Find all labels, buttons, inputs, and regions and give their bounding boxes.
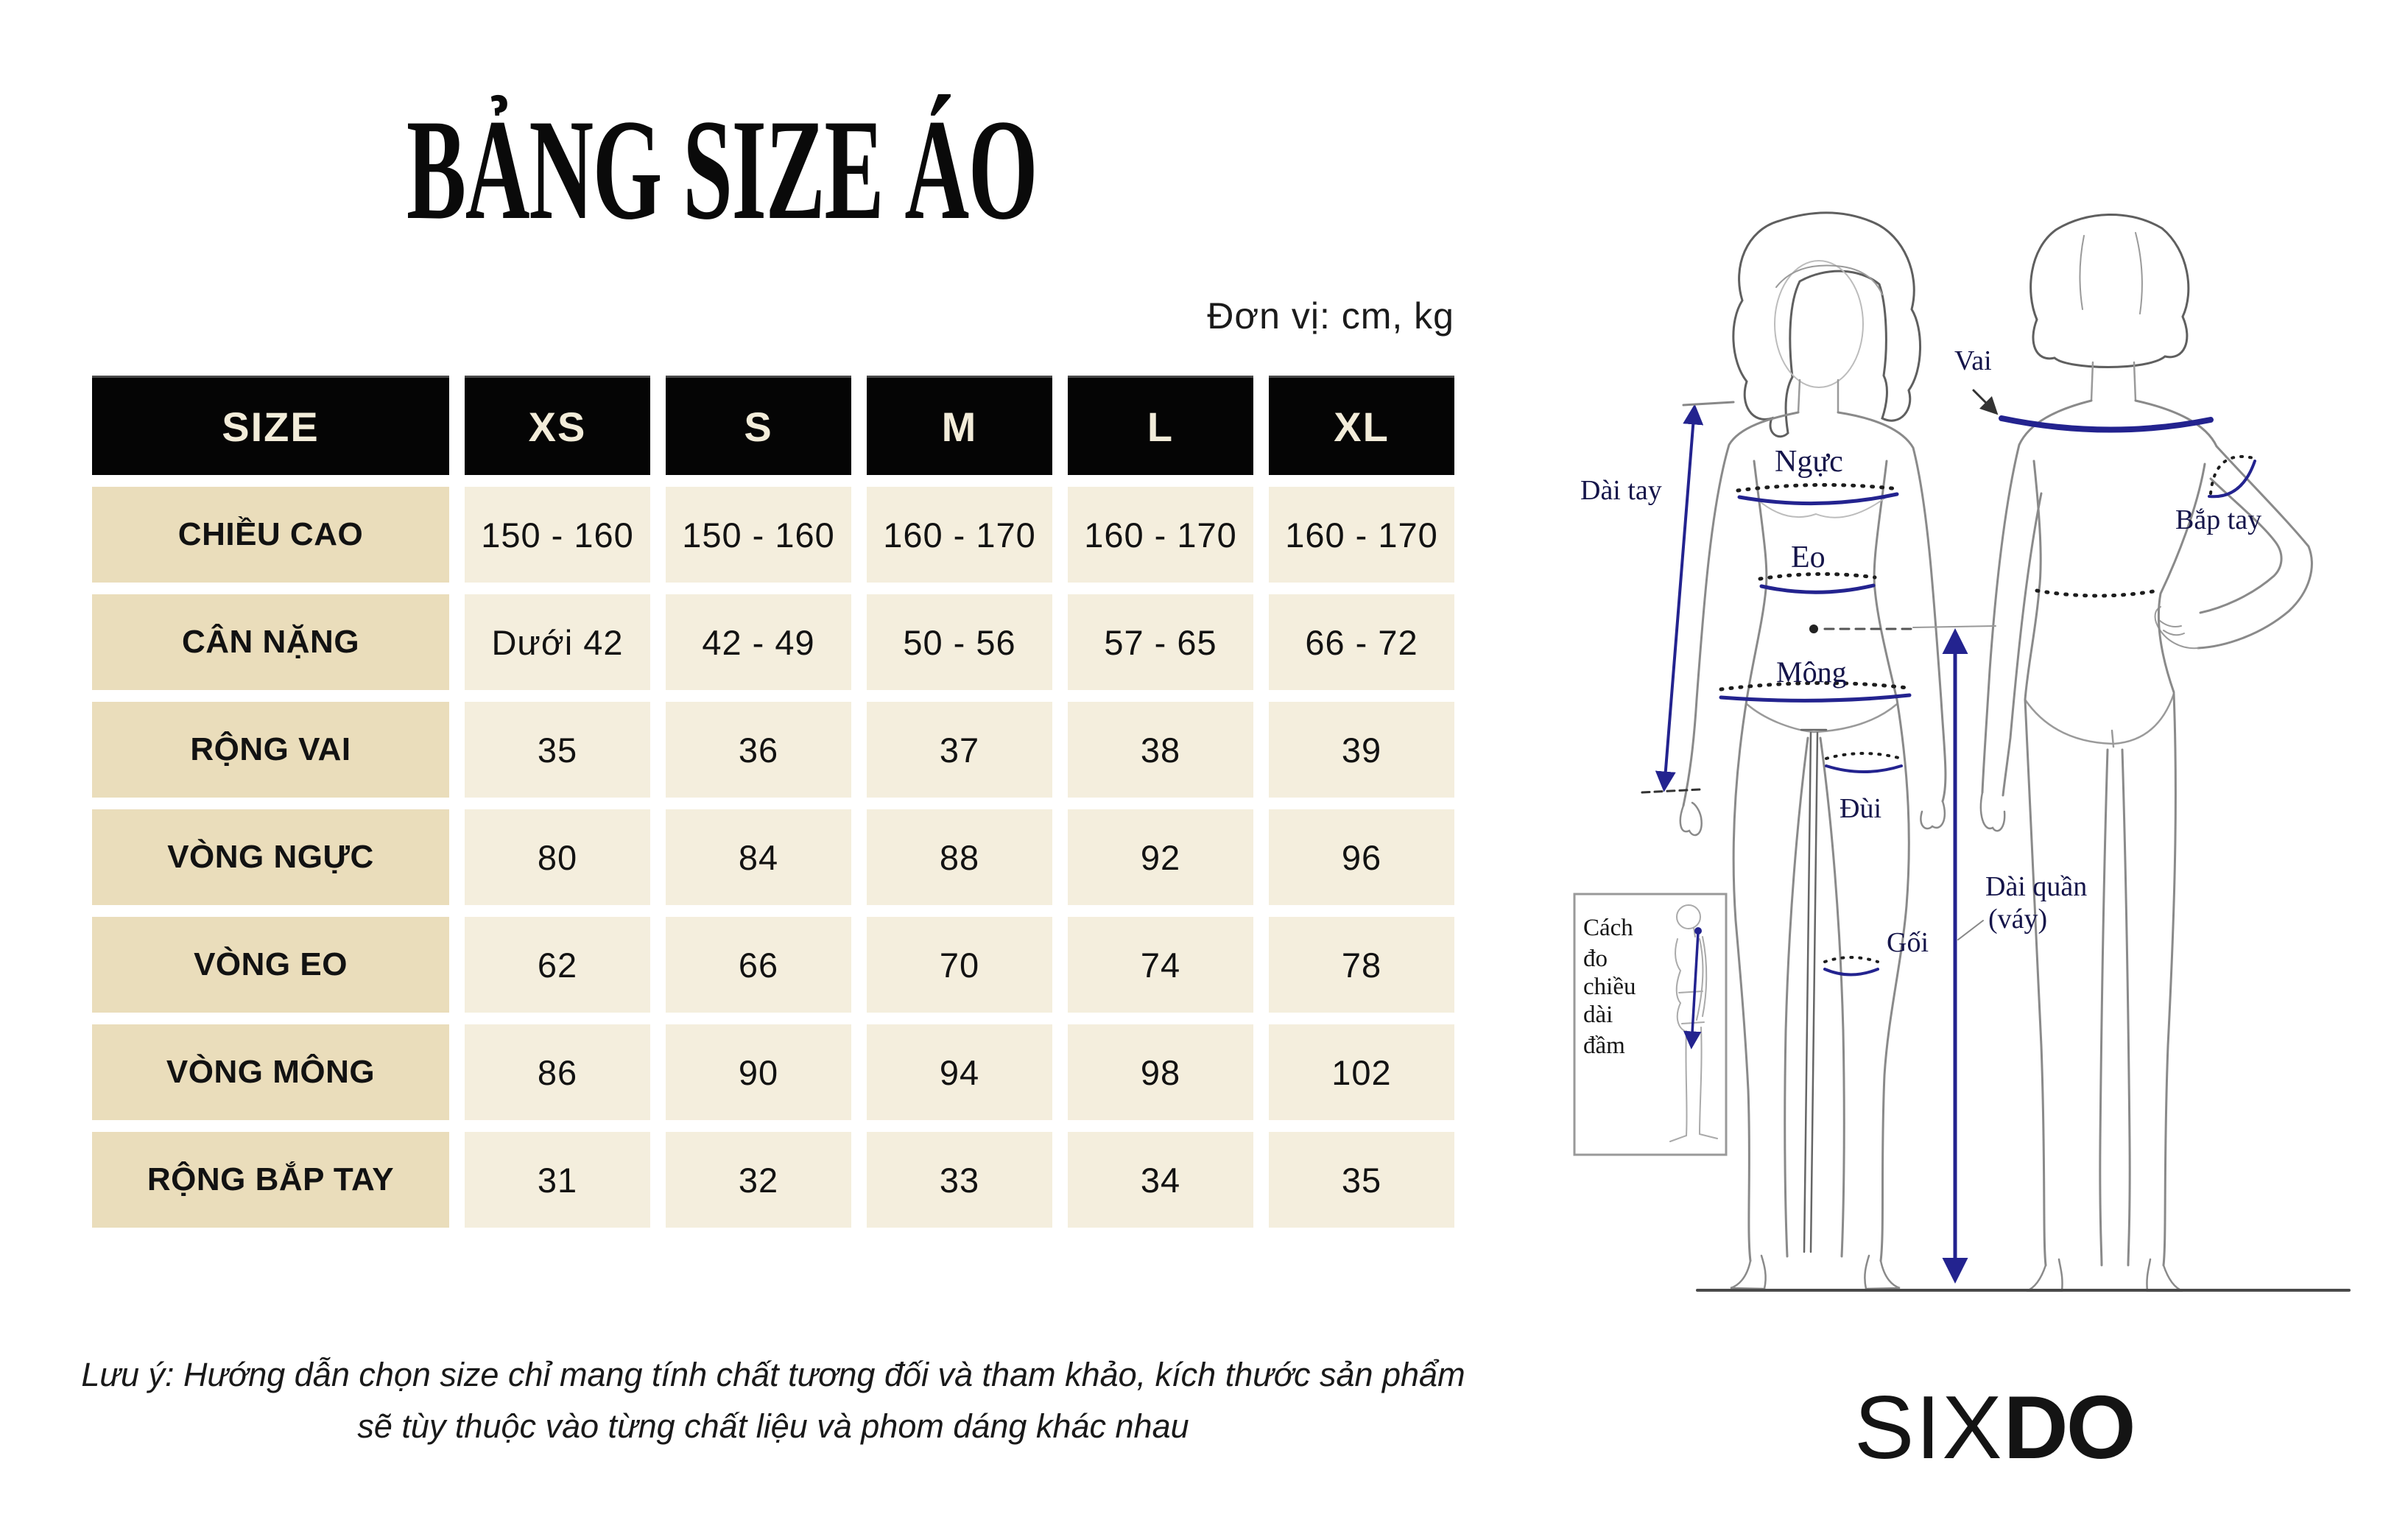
back-waist-dotted-line — [2037, 591, 2158, 596]
upper-arm-label: Bắp tay — [2175, 504, 2262, 535]
row-label-rong-vai: RỘNG VAI — [92, 702, 449, 798]
knee-measure-line — [1825, 969, 1878, 975]
thigh-measure-line — [1826, 766, 1901, 772]
dress-length-inset — [1574, 894, 1726, 1155]
back-left-arm — [1982, 445, 2019, 792]
figure-back — [1981, 214, 2312, 1291]
unit-note: Đơn vị: cm, kg — [1207, 295, 1454, 337]
garment-length-label-2: (váy) — [1988, 904, 2048, 935]
waist-reference-dot — [1809, 624, 1818, 633]
sleeve-bottom-tick — [1642, 789, 1700, 792]
waist-reference-solid — [1913, 626, 1996, 627]
sleeve-length-line — [1664, 408, 1694, 788]
table-cell: 35 — [465, 702, 650, 798]
header-cell-l: L — [1068, 376, 1253, 475]
inset-text-line: chiều — [1583, 974, 1636, 1000]
inset-text-line: Cách — [1583, 915, 1633, 941]
table-cell: Dưới 42 — [465, 594, 650, 690]
vai-arrow — [1974, 390, 1996, 412]
front-briefs — [1747, 704, 1897, 732]
header-cell-size: SIZE — [92, 376, 449, 475]
table-cell: 80 — [465, 809, 650, 905]
inset-text-line: dài — [1583, 1002, 1613, 1028]
table-cell: 39 — [1269, 702, 1454, 798]
table-cell: 70 — [867, 917, 1052, 1013]
table-cell: 57 - 65 — [1068, 594, 1253, 690]
table-cell: 102 — [1269, 1024, 1454, 1120]
back-hip-curves — [2025, 694, 2174, 747]
disclaimer-note — [74, 1349, 1473, 1452]
table-cell: 86 — [465, 1024, 650, 1120]
row-label-can-nang: CÂN NẶNG — [92, 594, 449, 690]
row-label-vong-nguc: VÒNG NGỰC — [92, 809, 449, 905]
table-cell: 62 — [465, 917, 650, 1013]
back-left-arm-inner — [2003, 493, 2041, 795]
table-cell: 160 - 170 — [867, 487, 1052, 583]
back-hair-strokes — [2080, 233, 2141, 314]
front-right-arm — [1838, 412, 1946, 801]
inset-text-line: đo — [1583, 946, 1608, 972]
table-cell: 31 — [465, 1132, 650, 1228]
logo-six: SIX — [1854, 1377, 2004, 1477]
page-title: BẢNG SIZE ÁO — [406, 90, 1038, 250]
header-cell-m: M — [867, 376, 1052, 475]
back-left-leg — [2025, 700, 2046, 1265]
front-right-foot — [1865, 1256, 1900, 1289]
size-table — [92, 376, 1454, 1228]
back-left-hand — [1981, 792, 2004, 831]
brand-logo — [1854, 1376, 2134, 1479]
shoulder-label: Vai — [1954, 345, 1992, 376]
front-fringe — [1776, 266, 1882, 295]
chest-measure-line — [1739, 494, 1897, 504]
table-cell: 38 — [1068, 702, 1253, 798]
table-cell: 33 — [867, 1132, 1052, 1228]
back-leg-inner-right — [2122, 750, 2130, 1265]
table-cell: 32 — [666, 1132, 851, 1228]
header-cell-xl: XL — [1269, 376, 1454, 475]
sleeve-length-label: Dài tay — [1580, 475, 1662, 506]
table-cell: 96 — [1269, 809, 1454, 905]
table-cell: 98 — [1068, 1024, 1253, 1120]
back-right-foot — [2147, 1259, 2183, 1291]
thigh-label: Đùi — [1840, 793, 1881, 824]
chest-label: Ngực — [1775, 445, 1843, 479]
front-left-foot — [1731, 1256, 1766, 1289]
row-label-rong-bap-tay: RỘNG BẮP TAY — [92, 1132, 449, 1228]
front-right-hand — [1921, 801, 1944, 828]
table-cell: 90 — [666, 1024, 851, 1120]
note-line-2: sẽ tùy thuộc vào từng chất liệu và phom dáng khác nhau — [357, 1407, 1189, 1445]
back-hair — [2031, 214, 2189, 367]
front-hair — [1733, 213, 1921, 437]
back-torso-right — [2158, 464, 2205, 692]
header-cell-s: S — [666, 376, 851, 475]
table-cell: 78 — [1269, 917, 1454, 1013]
hip-measure-line — [1721, 695, 1909, 700]
table-cell: 94 — [867, 1024, 1052, 1120]
back-right-arm-inner — [2200, 479, 2281, 613]
table-cell: 36 — [666, 702, 851, 798]
table-cell: 150 - 160 — [465, 487, 650, 583]
table-cell: 66 — [666, 917, 851, 1013]
table-cell: 34 — [1068, 1132, 1253, 1228]
table-cell: 88 — [867, 809, 1052, 905]
header-cell-xs: XS — [465, 376, 650, 475]
front-right-leg — [1881, 700, 1909, 1261]
garment-length-label-1: Dài quần — [1985, 871, 2088, 902]
garment-length-leader — [1958, 921, 1983, 940]
front-face — [1775, 261, 1863, 387]
front-left-leg — [1733, 700, 1750, 1261]
knee-label: Gối — [1887, 927, 1929, 958]
table-cell: 84 — [666, 809, 851, 905]
table-cell: 160 - 170 — [1269, 487, 1454, 583]
table-cell: 66 - 72 — [1269, 594, 1454, 690]
front-inseam-stick — [1801, 730, 1826, 1252]
row-label-vong-mong: VÒNG MÔNG — [92, 1024, 449, 1120]
table-cell: 150 - 160 — [666, 487, 851, 583]
knee-dotted-line — [1825, 957, 1878, 962]
back-right-leg — [2164, 694, 2175, 1265]
back-leg-inner-left — [2100, 750, 2108, 1265]
inset-text-line: đầm — [1583, 1032, 1625, 1059]
table-cell: 42 - 49 — [666, 594, 851, 690]
upper-arm-measure-line — [2209, 461, 2255, 496]
logo-do: DO — [2003, 1377, 2134, 1477]
note-line-1: Lưu ý: Hướng dẫn chọn size chỉ mang tính chất tương đối và tham khảo, kích thước sản phẩm — [81, 1356, 1465, 1393]
table-cell: 35 — [1269, 1132, 1454, 1228]
row-label-chieu-cao: CHIỀU CAO — [92, 487, 449, 583]
table-cell: 92 — [1068, 809, 1253, 905]
back-left-foot — [2027, 1259, 2063, 1291]
thigh-dotted-line — [1826, 753, 1901, 759]
front-left-hand — [1680, 803, 1702, 835]
waist-dotted-line — [1760, 574, 1875, 579]
body-measurement-diagram — [1510, 184, 2408, 1333]
sleeve-top-tick — [1683, 402, 1733, 405]
row-label-vong-eo: VÒNG EO — [92, 917, 449, 1013]
table-cell: 74 — [1068, 917, 1253, 1013]
waist-measure-line — [1761, 585, 1873, 592]
table-cell: 160 - 170 — [1068, 487, 1253, 583]
table-cell: 37 — [867, 702, 1052, 798]
front-torso-left — [1747, 461, 1767, 700]
hip-label: Mông — [1776, 655, 1847, 689]
chest-dotted-line — [1738, 485, 1898, 490]
table-cell: 50 - 56 — [867, 594, 1052, 690]
waist-label: Eo — [1791, 541, 1826, 574]
